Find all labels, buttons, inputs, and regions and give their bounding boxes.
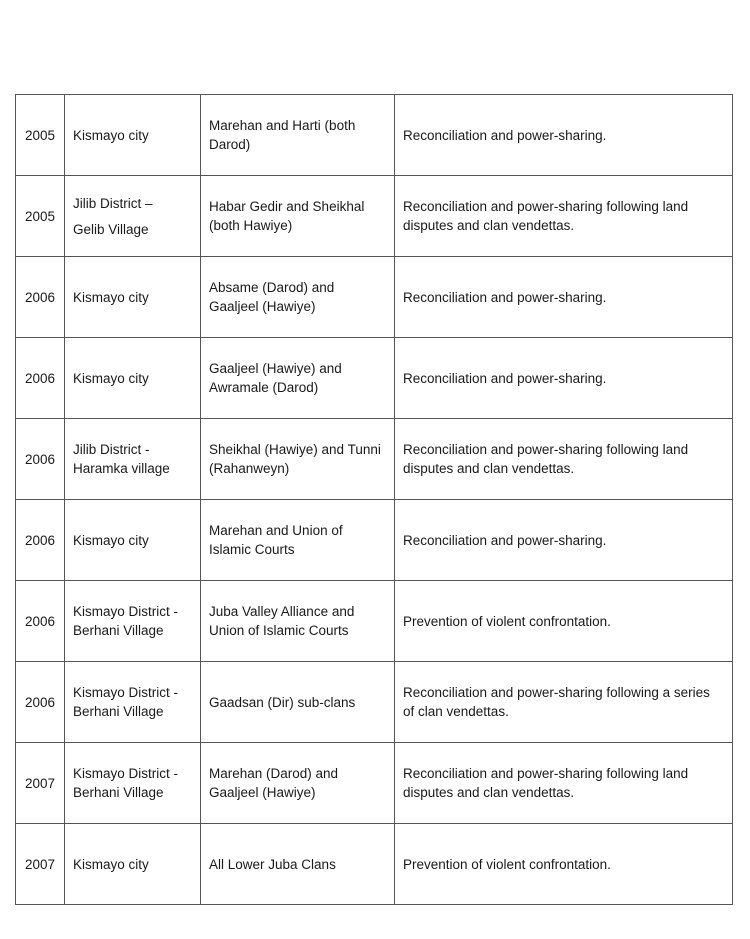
location-line: Jilib District – (73, 195, 153, 211)
year-cell: 2005 (16, 176, 65, 257)
clans-cell: All Lower Juba Clans (201, 824, 395, 905)
location-line: Kismayo District - (73, 604, 179, 619)
year-cell: 2005 (16, 95, 65, 176)
clans-cell: Sheikhal (Hawiye) and Tunni (Rahanweyn) (201, 419, 395, 500)
table-row (16, 500, 733, 581)
location-line: Kismayo city (73, 856, 149, 872)
outcome-cell: Prevention of violent confrontation. (395, 824, 733, 905)
table-row (16, 824, 733, 905)
year-cell: 2006 (16, 257, 65, 338)
table-row (16, 338, 733, 419)
location-line: Kismayo city (73, 289, 149, 305)
location-line: Kismayo District - (73, 766, 179, 781)
outcome-cell: Reconciliation and power-sharing. (395, 338, 733, 419)
reconciliation-table (15, 94, 733, 905)
location-line: Kismayo city (73, 370, 149, 386)
location-line: Kismayo city (73, 532, 149, 548)
location-cell (65, 257, 201, 338)
outcome-cell: Reconciliation and power-sharing. (395, 257, 733, 338)
location-line: Jilib District - (73, 442, 150, 457)
outcome-cell: Reconciliation and power-sharing. (395, 95, 733, 176)
year-cell: 2007 (16, 824, 65, 905)
location-line: Berhani Village (73, 704, 164, 719)
location-line: Gelib Village (73, 221, 149, 237)
outcome-cell: Reconciliation and power-sharing following land disputes and clan vendettas. (395, 743, 733, 824)
location-line: Haramka village (73, 461, 170, 476)
outcome-cell: Prevention of violent confrontation. (395, 581, 733, 662)
location-cell (65, 581, 201, 662)
table-row (16, 419, 733, 500)
location-cell (65, 662, 201, 743)
table-row (16, 257, 733, 338)
year-cell: 2006 (16, 419, 65, 500)
year-cell: 2006 (16, 662, 65, 743)
year-cell: 2007 (16, 743, 65, 824)
clans-cell: Marehan and Union of Islamic Courts (201, 500, 395, 581)
year-cell: 2006 (16, 338, 65, 419)
location-line: Kismayo District - (73, 685, 179, 700)
location-line: Berhani Village (73, 785, 164, 800)
location-cell (65, 338, 201, 419)
location-line: Kismayo city (73, 127, 149, 143)
outcome-cell: Reconciliation and power-sharing following land disputes and clan vendettas. (395, 176, 733, 257)
clans-cell: Marehan (Darod) and Gaaljeel (Hawiye) (201, 743, 395, 824)
clans-cell: Habar Gedir and Sheikhal (both Hawiye) (201, 176, 395, 257)
location-cell (65, 419, 201, 500)
outcome-cell: Reconciliation and power-sharing following a series of clan vendettas. (395, 662, 733, 743)
location-cell (65, 824, 201, 905)
table-row (16, 176, 733, 257)
location-cell (65, 95, 201, 176)
outcome-cell: Reconciliation and power-sharing. (395, 500, 733, 581)
clans-cell: Gaadsan (Dir) sub-clans (201, 662, 395, 743)
outcome-cell: Reconciliation and power-sharing following land disputes and clan vendettas. (395, 419, 733, 500)
location-cell (65, 743, 201, 824)
year-cell: 2006 (16, 581, 65, 662)
table-row (16, 581, 733, 662)
clans-cell: Gaaljeel (Hawiye) and Awramale (Darod) (201, 338, 395, 419)
clans-cell: Absame (Darod) and Gaaljeel (Hawiye) (201, 257, 395, 338)
location-cell (65, 176, 201, 257)
clans-cell: Marehan and Harti (both Darod) (201, 95, 395, 176)
year-cell: 2006 (16, 500, 65, 581)
table-row (16, 95, 733, 176)
clans-cell: Juba Valley Alliance and Union of Islamic Courts (201, 581, 395, 662)
location-line: Berhani Village (73, 623, 164, 638)
location-cell (65, 500, 201, 581)
table-row (16, 743, 733, 824)
table-row (16, 662, 733, 743)
